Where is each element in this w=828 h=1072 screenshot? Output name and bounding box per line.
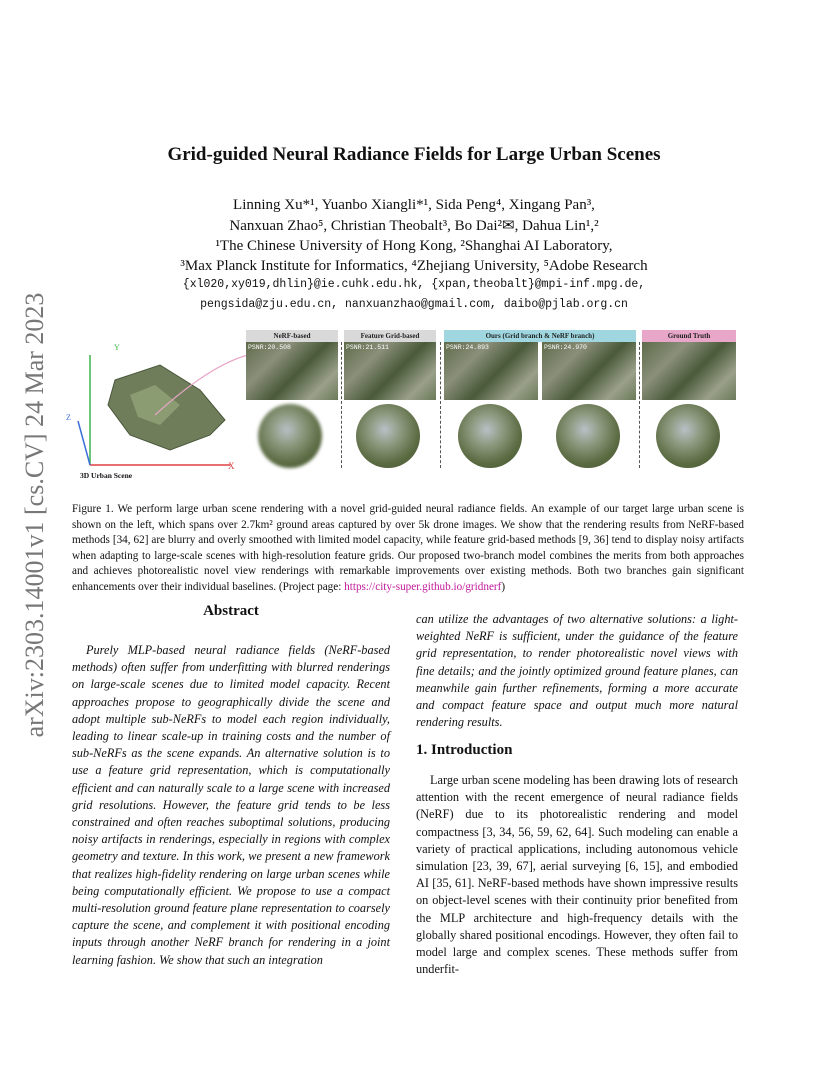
intro-heading: 1. Introduction [416,742,513,758]
author-line-2: Nanxuan Zhao⁵, Christian Theobalt³, Bo Dai²✉, Dahua Lin¹,² [229,218,599,234]
psnr-nerf: PSNR:20.508 [248,344,291,351]
affiliation-line-2: ³Max Planck Institute for Informatics, ⁴Zhejiang University, ⁵Adobe Research [180,258,648,274]
crop-nerf [258,404,322,468]
axis-x-label: X [228,461,235,471]
panel-label-nerf: NeRF-based [246,330,338,342]
arxiv-stamp: arXiv:2303.14001v1 [cs.CV] 24 Mar 2023 [20,292,49,738]
paper-title: Grid-guided Neural Radiance Fields for Large Urban Scenes [167,144,661,165]
affiliation-line-1: ¹The Chinese University of Hong Kong, ²Shanghai AI Laboratory, [215,238,613,254]
axis-y-label: Y [114,343,120,352]
abstract-continued: can utilize the advantages of two alternative solutions: a light-weighted NeRF is sufficient, under the guidance of the feature grid representation, to render photorealistic novel views with fine details; and the jointly optimized ground feature planes, can meanwhile gain further refinements, forming a more accurate and compact feature space and output much more natural rendering results. [416,612,738,730]
caption-end: ) [501,580,506,593]
abstract-text: Purely MLP-based neural radiance fields (NeRF-based methods) often suffer from underfitting with blurred renderings on large-scale scenes due to limited model capacity. Recent approaches propose to geographically divide the scene and adopt multiple sub-NeRFs to model each region individually, leading to linear scale-up in training costs and the number of sub-NeRFs as the scene expands. An alternative solution is to use a feature grid representation, which is computationally efficient and can naturally scale to a large scene with increased grid resolutions. However, the feature grid tends to be less constrained and often reaches suboptimal solutions, producing noisy artifacts in renderings, especially in regions with complex geometry and texture. In this work, we present a new framework that realizes high-fidelity rendering on large urban scenes while being computationally efficient. We propose to use a compact multi-resolution ground feature plane representation to coarsely capture the scene, and complement it with positional encoding inputs through another NeRF branch for rendering in a joint learning fashion. We show that such an integration [72,643,390,967]
panel-label-grid: Feature Grid-based [344,330,436,342]
divider [639,342,640,468]
render-gt [642,342,736,400]
email-line-1: {xl020,xy019,dhlin}@ie.cuhk.edu.hk, {xpan,theobalt}@mpi-inf.mpg.de, [182,278,646,291]
divider [341,342,342,468]
psnr-ours-grid: PSNR:24.893 [446,344,489,351]
intro-text: Large urban scene modeling has been drawing lots of research attention with the recent emergence of neural radiance fields (NeRF) due to its photorealistic rendering and model compactness [3, 34, 56, 59, 62, 64]. Such modeling can enable a variety of practical applications, including autonomous vehicle simulation [23, 39, 67], aerial surveying [6, 15], and embodied AI [35, 61]. NeRF-based methods have shown impressive results on object-level scenes with their continuity prior benefited from the MLP architecture and high-frequency details with the globally shared positional encodings. However, they often fail to model large and complex scenes. These methods suffer from underfit- [416,773,738,977]
crop-gt [656,404,720,468]
caption-text: Figure 1. We perform large urban scene rendering with a novel grid-guided neural radiance fields. An example of our target large urban scene is shown on the left, which spans over 2.7km² ground areas captured by over 5k drone images. We show that the rendering results from NeRF-based methods [34, 62] are blurry and overly smoothed with limited model capacity, while feature grid-based methods [9, 36] tend to display noisy artifacts when adapting to large-scale scenes with high-resolution feature grids. Our proposed two-branch model combines the merits from both approaches and achieves photorealistic novel view renderings with remarkable improvements over existing methods. Both two branches gain significant enhancements over their individual baselines. (Project page: [72,503,744,593]
crop-ours-nerf [556,404,620,468]
axis-z-label: Z [66,413,71,422]
figure-caption [72,502,744,596]
psnr-grid: PSNR:21.511 [346,344,389,351]
crop-grid [356,404,420,468]
crop-ours-grid [458,404,522,468]
scene-label: 3D Urban Scene [80,471,133,480]
email-line-2: pengsida@zju.edu.cn, nanxuanzhao@gmail.com, daibo@pjlab.org.cn [200,298,628,311]
psnr-ours-nerf: PSNR:24.970 [544,344,587,351]
panel-label-gt: Ground Truth [642,330,736,342]
panel-label-ours: Ours (Grid branch & NeRF branch) [444,330,636,342]
author-line-1: Linning Xu*¹, Yuanbo Xiangli*¹, Sida Peng⁴, Xingang Pan³, [233,197,595,213]
project-page-link[interactable]: https://city-super.github.io/gridnerf [344,580,502,593]
abstract-heading: Abstract [203,603,259,619]
divider [440,342,441,468]
